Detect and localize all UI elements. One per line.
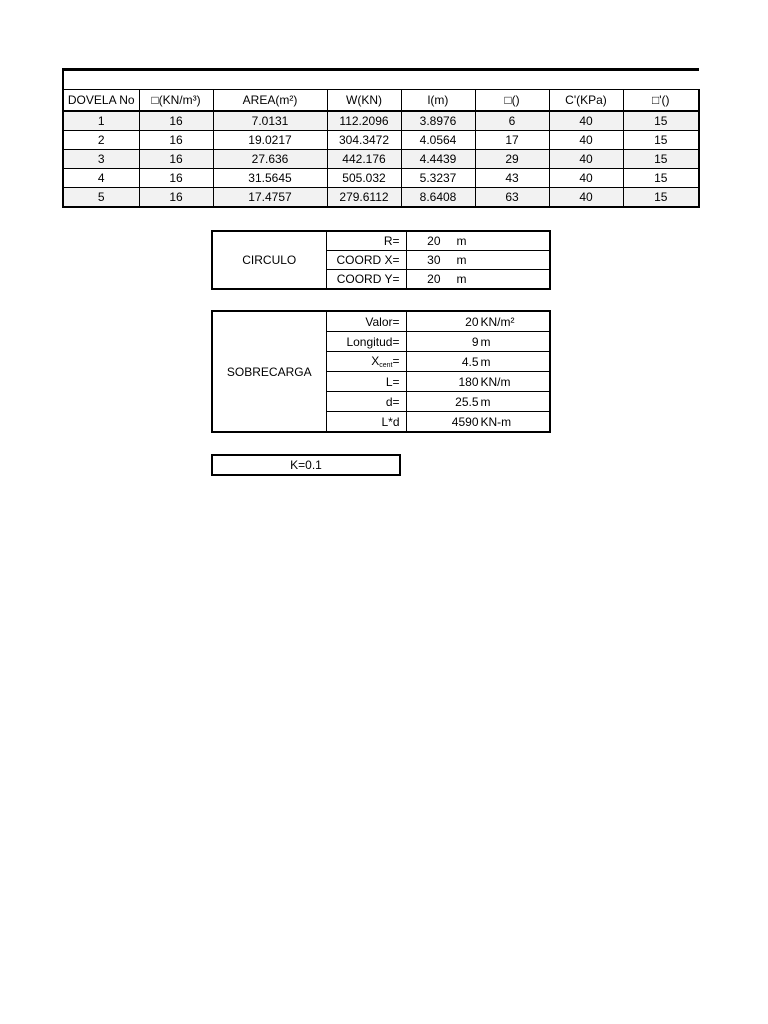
circulo-key-y: COORD Y=: [326, 270, 406, 290]
cell-area: 19.0217: [213, 131, 327, 150]
sobrecarga-label: SOBRECARGA: [212, 311, 326, 432]
circulo-box: [211, 230, 551, 290]
header-phi: □'(): [623, 90, 699, 112]
cell-weight: 112.2096: [327, 111, 401, 131]
circulo-value-x: [406, 251, 550, 270]
cell-cohesion: 40: [549, 188, 623, 208]
xcent-main: X: [371, 354, 380, 368]
sobrecarga-box: [211, 310, 551, 433]
cell-alpha: 17: [475, 131, 549, 150]
ld-unit: KN-m: [480, 414, 512, 429]
cell-area: 7.0131: [213, 111, 327, 131]
circulo-value-r: [406, 231, 550, 251]
cell-area: 27.636: [213, 150, 327, 169]
sobrecarga-key-d: d=: [326, 392, 406, 412]
cell-gamma: 16: [139, 111, 213, 131]
cell-phi: 15: [623, 169, 699, 188]
cell-dovela: 5: [63, 188, 139, 208]
circulo-key-x: COORD X=: [326, 251, 406, 270]
header-gamma: □(KN/m³): [139, 90, 213, 112]
cell-alpha: 6: [475, 111, 549, 131]
sobrecarga-value-ld: [406, 412, 550, 433]
valor-number: 20: [465, 314, 479, 329]
circulo-y-unit: m: [456, 272, 467, 286]
cell-length: 4.0564: [401, 131, 475, 150]
cell-gamma: 16: [139, 131, 213, 150]
cell-length: 5.3237: [401, 169, 475, 188]
cell-cohesion: 40: [549, 111, 623, 131]
cell-weight: 505.032: [327, 169, 401, 188]
cell-cohesion: 40: [549, 150, 623, 169]
sobrecarga-key-xcent: [326, 352, 406, 372]
table-header-row: [63, 90, 699, 112]
cell-gamma: 16: [139, 169, 213, 188]
cell-alpha: 63: [475, 188, 549, 208]
table-row: [63, 131, 699, 150]
circulo-r-unit: m: [456, 234, 467, 248]
cell-cohesion: 40: [549, 131, 623, 150]
table-row: [63, 169, 699, 188]
table-row: [63, 188, 699, 208]
l-number: 180: [458, 374, 479, 389]
xcent-tail: =: [392, 354, 400, 368]
sobrecarga-key-longitud: Longitud=: [326, 332, 406, 352]
sobrecarga-key-l: L=: [326, 372, 406, 392]
circulo-value-y: [406, 270, 550, 290]
cell-dovela: 1: [63, 111, 139, 131]
table-row: [63, 150, 699, 169]
cell-dovela: 3: [63, 150, 139, 169]
header-cohesion: C'(KPa): [549, 90, 623, 112]
header-length: l(m): [401, 90, 475, 112]
valor-unit: KN/m²: [480, 314, 515, 329]
circulo-y-number: 20: [427, 272, 441, 286]
cell-gamma: 16: [139, 150, 213, 169]
table-top-bar: [63, 70, 699, 90]
header-area: AREA(m²): [213, 90, 327, 112]
longitud-unit: m: [480, 334, 491, 349]
header-alpha: □(): [475, 90, 549, 112]
header-dovela-no: DOVELA No: [63, 90, 139, 112]
cell-alpha: 29: [475, 150, 549, 169]
cell-length: 3.8976: [401, 111, 475, 131]
circulo-key-r: R=: [326, 231, 406, 251]
circulo-x-number: 30: [427, 253, 441, 267]
sobrecarga-value-valor: [406, 311, 550, 332]
cell-phi: 15: [623, 150, 699, 169]
cell-phi: 15: [623, 111, 699, 131]
cell-length: 4.4439: [401, 150, 475, 169]
sobrecarga-value-xcent: [406, 352, 550, 372]
cell-area: 31.5645: [213, 169, 327, 188]
cell-phi: 15: [623, 188, 699, 208]
cell-length: 8.6408: [401, 188, 475, 208]
d-number: 25.5: [455, 394, 479, 409]
l-unit: KN/m: [480, 374, 511, 389]
sobrecarga-value-l: [406, 372, 550, 392]
table-row: [63, 111, 699, 131]
cell-gamma: 16: [139, 188, 213, 208]
xcent-sub: cent: [379, 362, 393, 369]
circulo-x-unit: m: [456, 253, 467, 267]
k-value-box: K=0.1: [211, 454, 401, 476]
ld-number: 4590: [451, 414, 479, 429]
cell-phi: 15: [623, 131, 699, 150]
xcent-number: 4.5: [461, 354, 479, 369]
d-unit: m: [480, 394, 491, 409]
circulo-label: CIRCULO: [212, 231, 326, 289]
sobrecarga-key-ld: L*d: [326, 412, 406, 433]
sobrecarga-key-valor: Valor=: [326, 311, 406, 332]
cell-dovela: 4: [63, 169, 139, 188]
xcent-unit: m: [480, 354, 491, 369]
longitud-number: 9: [471, 334, 479, 349]
sobrecarga-value-longitud: [406, 332, 550, 352]
cell-weight: 279.6112: [327, 188, 401, 208]
cell-cohesion: 40: [549, 169, 623, 188]
header-weight: W(KN): [327, 90, 401, 112]
cell-weight: 442.176: [327, 150, 401, 169]
circulo-r-number: 20: [427, 234, 441, 248]
sobrecarga-value-d: [406, 392, 550, 412]
cell-area: 17.4757: [213, 188, 327, 208]
cell-weight: 304.3472: [327, 131, 401, 150]
cell-alpha: 43: [475, 169, 549, 188]
cell-dovela: 2: [63, 131, 139, 150]
dovela-table: [62, 68, 700, 208]
